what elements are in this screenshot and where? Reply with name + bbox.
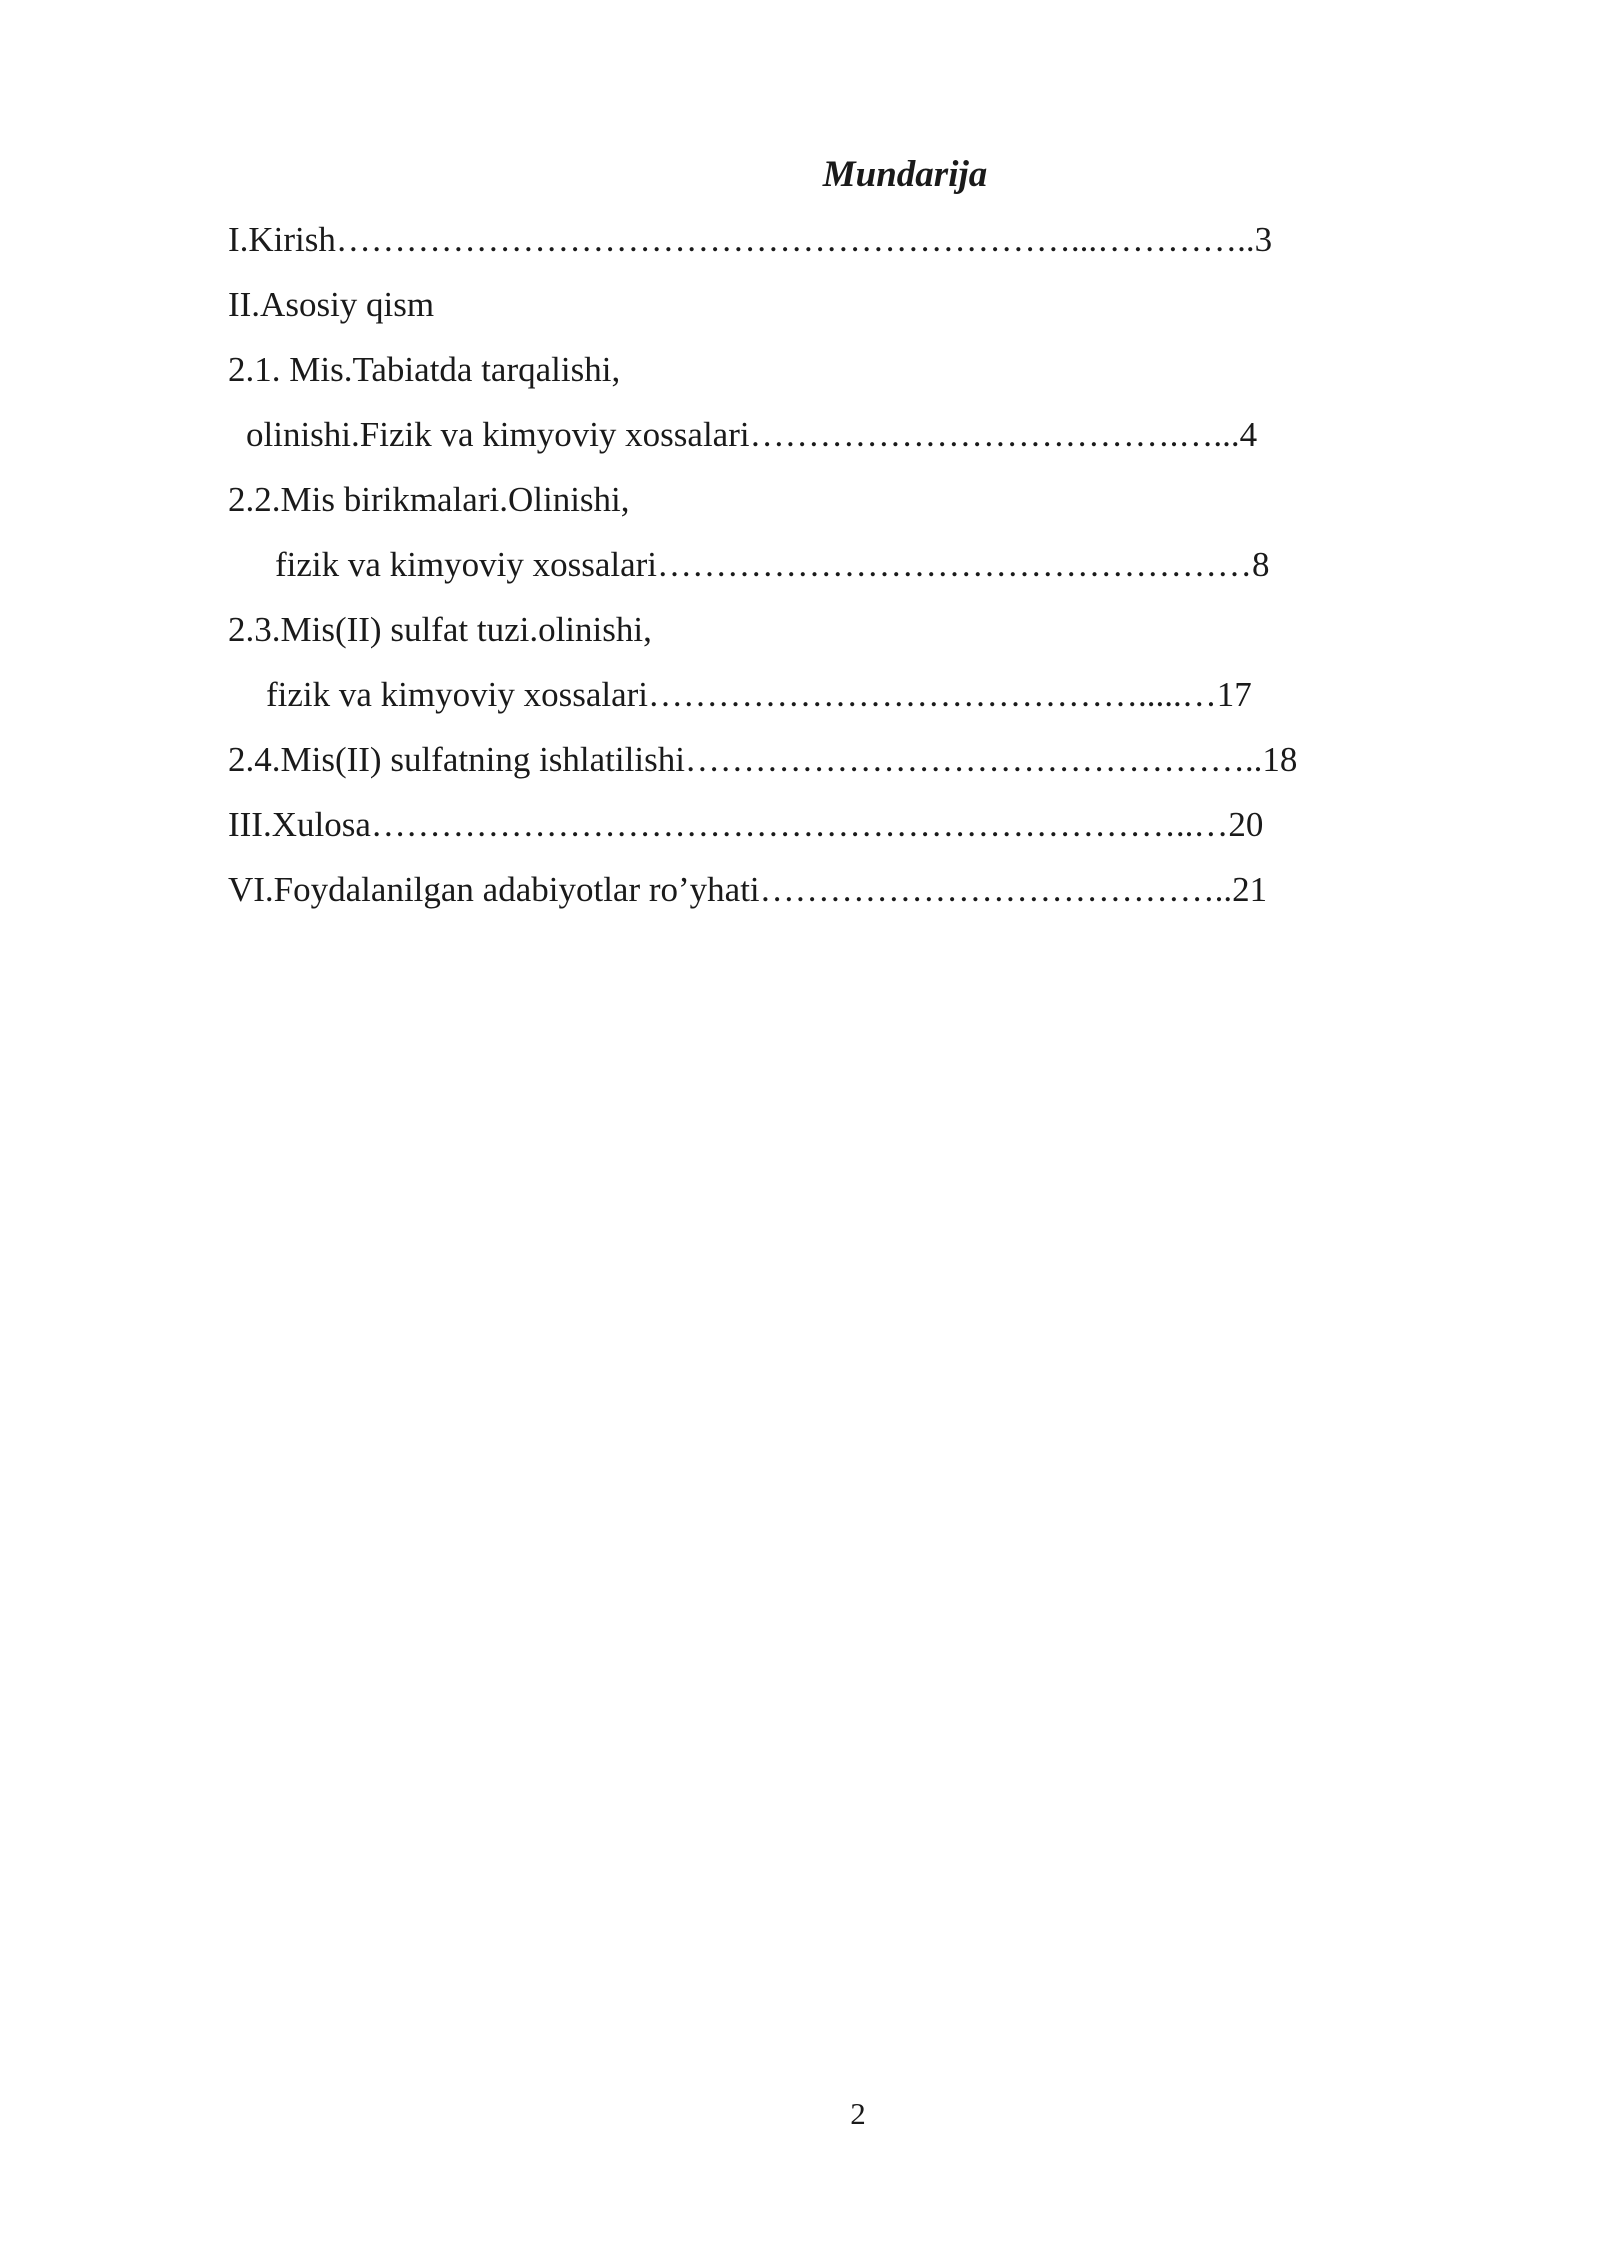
toc-entry-xulosa: III.Xulosa……………………………………………………………..…20 [228,805,1264,844]
toc-entry-2-3-cont: fizik va kimyoviy xossalari…………………………………….....…17 [266,675,1252,714]
toc-entry-2-2-cont: fizik va kimyoviy xossalari……………………………………………8 [275,545,1270,584]
toc-title: Mundarija [822,154,988,195]
page-number: 2 [850,2096,866,2131]
toc-entry-2-3: 2.3.Mis(II) sulfat tuzi.olinishi, [228,610,652,649]
toc-entry-2-4: 2.4.Mis(II) sulfatning ishlatilishi…………………………………………..18 [228,740,1298,779]
toc-entry-2-2: 2.2.Mis birikmalari.Olinishi, [228,480,630,519]
toc-entry-asosiy-qism: II.Asosiy qism [228,285,435,324]
toc-entry-adabiyotlar: VI.Foydalanilgan adabiyotlar ro’yhati…………………………………..21 [228,870,1268,909]
toc-entry-kirish: I.Kirish………………………………………………………...…………..3 [228,220,1273,259]
toc-entry-2-1-cont: olinishi.Fizik va kimyoviy xossalari……………………………….…...4 [246,415,1258,454]
toc-entry-2-1: 2.1. Mis.Tabiatda tarqalishi, [228,350,621,389]
